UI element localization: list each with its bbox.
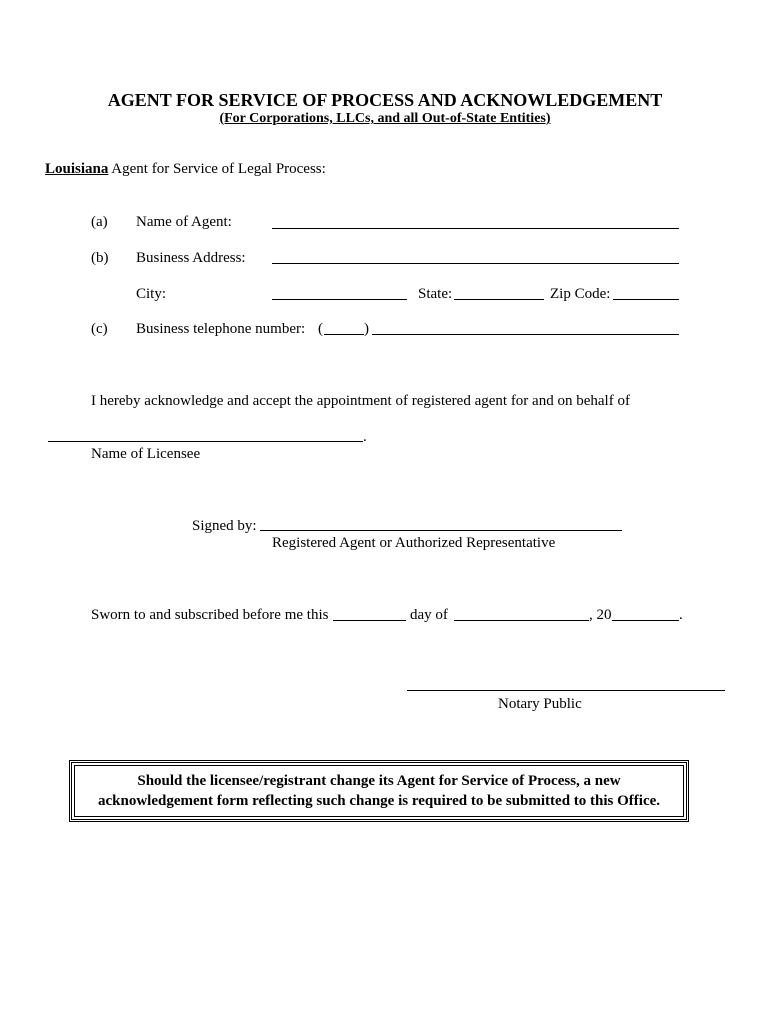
notice-line-1: Should the licensee/registrant change its Agent for Service of Process, a new bbox=[137, 773, 621, 789]
telephone-label: Business telephone number: bbox=[136, 321, 306, 337]
area-code-open-paren: ( bbox=[318, 321, 323, 337]
page-subtitle: (For Corporations, LLCs, and all Out-of-State Entities) bbox=[219, 111, 551, 126]
city-label: City: bbox=[136, 286, 167, 302]
telephone-field[interactable] bbox=[372, 334, 679, 335]
notice-line-2: acknowledgement form reflecting such change is required to be submitted to this Office. bbox=[97, 793, 661, 809]
licensee-name-field[interactable] bbox=[48, 441, 363, 442]
zip-label: Zip Code: bbox=[550, 286, 611, 302]
state-field[interactable] bbox=[454, 299, 544, 300]
intro-line bbox=[45, 160, 326, 178]
page-title: AGENT FOR SERVICE OF PROCESS AND ACKNOWLEDGEMENT bbox=[107, 90, 663, 110]
licensee-name-label: Name of Licensee bbox=[91, 446, 201, 462]
sworn-year-prefix: , 20 bbox=[589, 607, 612, 623]
notice-box bbox=[69, 760, 689, 822]
area-code-field[interactable] bbox=[324, 334, 364, 335]
field-b-marker: (b) bbox=[91, 250, 109, 266]
city-field[interactable] bbox=[272, 299, 407, 300]
business-address-field[interactable] bbox=[272, 263, 679, 264]
signature-field[interactable] bbox=[260, 530, 622, 531]
sworn-year-field[interactable] bbox=[612, 620, 679, 621]
area-code-close-paren: ) bbox=[364, 321, 369, 337]
field-a-marker: (a) bbox=[91, 214, 108, 230]
sworn-month-field[interactable] bbox=[454, 620, 589, 621]
intro-state: Louisiana bbox=[45, 161, 109, 177]
licensee-period: . bbox=[363, 429, 367, 445]
sworn-period: . bbox=[679, 607, 683, 623]
business-address-label: Business Address: bbox=[136, 250, 246, 266]
intro-text: Agent for Service of Legal Process: bbox=[108, 161, 326, 177]
agent-name-field[interactable] bbox=[272, 228, 679, 229]
notary-signature-field[interactable] bbox=[407, 690, 725, 691]
signed-by-label: Signed by: bbox=[192, 518, 257, 534]
zip-field[interactable] bbox=[613, 299, 679, 300]
signature-caption: Registered Agent or Authorized Representative bbox=[272, 535, 556, 551]
acknowledgement-text: I hereby acknowledge and accept the appointment of registered agent for and on behalf of bbox=[91, 393, 630, 409]
sworn-day-field[interactable] bbox=[333, 620, 406, 621]
sworn-prefix: Sworn to and subscribed before me this bbox=[91, 607, 329, 623]
field-c-marker: (c) bbox=[91, 321, 108, 337]
notary-caption: Notary Public bbox=[498, 696, 582, 712]
sworn-day-of: day of bbox=[410, 607, 448, 623]
state-label: State: bbox=[418, 286, 453, 302]
agent-name-label: Name of Agent: bbox=[136, 214, 232, 230]
